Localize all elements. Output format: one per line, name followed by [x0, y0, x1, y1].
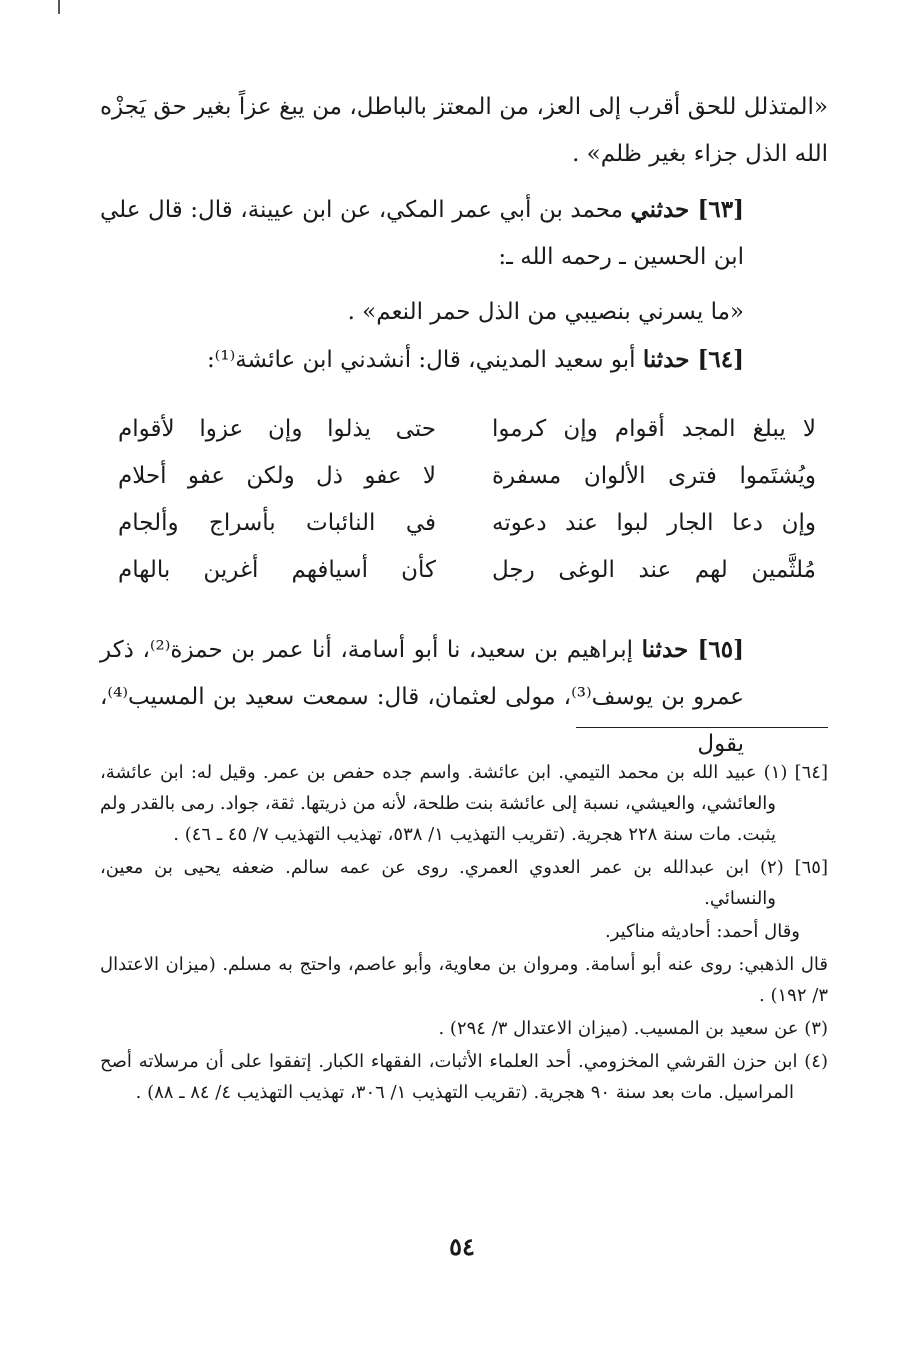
poem [100, 406, 828, 594]
footnote-2: [٦٥] (٢) ابن عبدالله بن عمر العدوي العمري. روى عن عمه سالم. ضعفه يحيى بن معين، والنسائي. [100, 857, 828, 909]
quote-paragraph-2: «ما يسرني بنصيبي من الذل حمر النعم» . [347, 299, 744, 325]
hadith-63-paragraph [100, 186, 828, 281]
hadith-64-lead: [٦٤] حدثنا [642, 346, 744, 373]
footnote-1: [٦٤] (١) عبيد الله بن محمد التيمي. ابن عائشة. واسم جده حفص بن عمر. وقيل له: ابن عائشة، والعائشي، والعيشي، نسبة إلى عائشة بنت طلحة، لأنه من ذريتها. ثقة، جواد. رمى بالقدر ولم يثبت. مات سنة ٢٢٨ هجرية. (تقريب التهذيب ١/ ٥٣٨، تهذيب التهذيب ٧/ ٤٥ ـ ٤٦) . [100, 762, 828, 845]
main-text-block [100, 84, 828, 768]
quote-paragraph-1: «المتذلل للحق أقرب إلى العز، من المعتز بالباطل، من يبغ عزاً بغير حق يَجزْه الله الذل جزاء بغير ظلم» . [100, 94, 828, 167]
hadith-65-paragraph [100, 626, 828, 768]
page-edge-mark [58, 0, 60, 14]
poem-verse-2-first: ويُشتَموا فترى الألوان مسفرة [492, 463, 816, 489]
footnote-separator-rule [576, 727, 828, 728]
poem-verse-4-first: مُلثَّمين لهم عند الوغى رجل [492, 557, 816, 583]
hadith-63-lead: [٦٣] حدثني [630, 196, 744, 223]
hadith-65-text: إبراهيم بن سعيد، نا أبو أسامة، أنا عمر بن حمزة⁽²⁾، ذكر عمرو بن يوسف⁽³⁾، مولى لعثمان، قال: سمعت سعيد بن المسيب⁽⁴⁾، يقول [100, 637, 744, 757]
poem-verse-4-second: كأن أسيافهم أغرين بالهام [118, 557, 436, 583]
hadith-64-text: أبو سعيد المديني، قال: أنشدني ابن عائشة⁽¹⁾: [206, 347, 643, 373]
poem-verse-2-second: لا عفو ذل ولكن عفو أحلام [118, 463, 436, 489]
footnote-3: (٣) عن سعيد بن المسيب. (ميزان الاعتدال ٣/ ٢٩٤) . [438, 1018, 828, 1039]
footnote-2-continued-b: قال الذهبي: روى عنه أبو أسامة. ومروان بن معاوية، وأبو عاصم، واحتج به مسلم. (ميزان الاعتدال ٣/ ١٩٢) . [100, 954, 828, 1006]
poem-verse-3-second: في النائبات بأسراج وألجام [118, 510, 436, 536]
hadith-63-text: محمد بن أبي عمر المكي، عن ابن عيينة، قال: قال علي ابن الحسين ـ رحمه الله ـ: [100, 197, 744, 270]
footnote-4: (٤) ابن حزن القرشي المخزومي. أحد العلماء الأثبات، الفقهاء الكبار. إتفقوا على أن مرسلاته أصح المراسيل. مات بعد سنة ٩٠ هجرية. (تقريب التهذيب ١/ ٣٠٦، تهذيب التهذيب ٤/ ٨٤ ـ ٨٨) . [100, 1051, 828, 1103]
page-number: ٥٤ [449, 1232, 475, 1261]
poem-verse-1-first: لا يبلغ المجد أقوام وإن كرموا [492, 416, 816, 442]
hadith-65-lead: [٦٥] حدثنا [641, 636, 744, 663]
footnotes-block [100, 757, 828, 1110]
footnote-2-continued-a: وقال أحمد: أحاديثه مناكير. [604, 921, 800, 942]
poem-verse-1-second: حتى يذلوا وإن عزوا لأقوام [118, 416, 436, 442]
hadith-64-paragraph [100, 336, 828, 384]
poem-verse-3-first: وإن دعا الجار لبوا عند دعوته [492, 510, 816, 536]
